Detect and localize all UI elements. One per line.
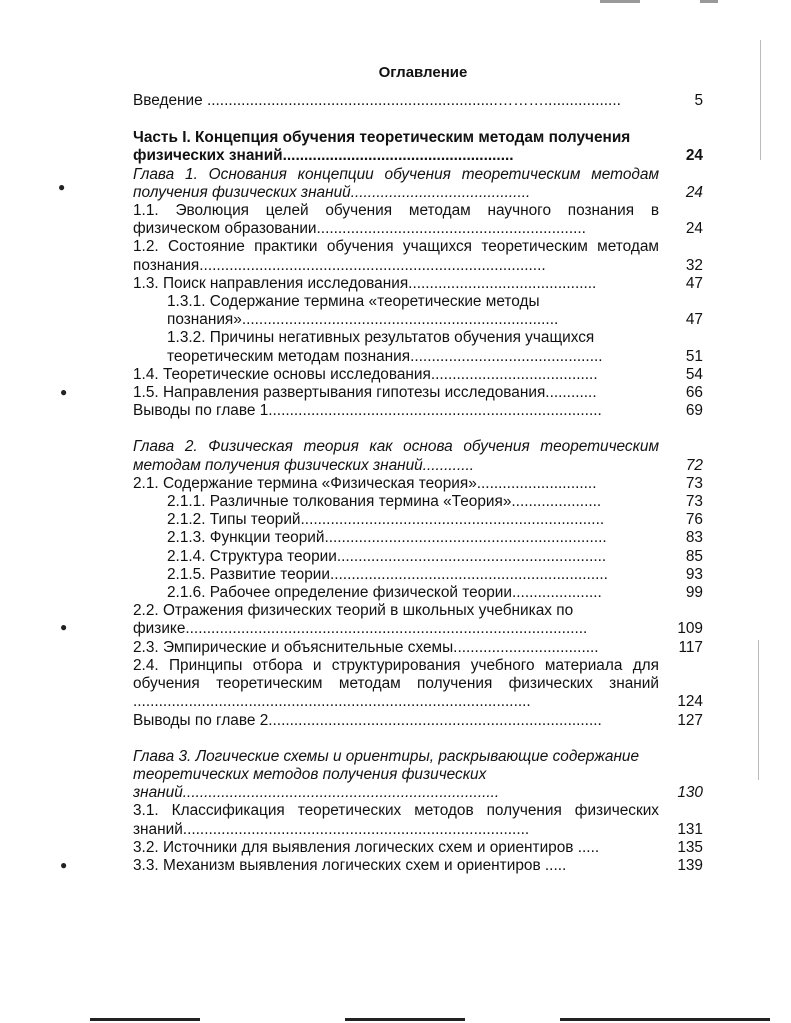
toc-entry-2-3[interactable]	[133, 639, 703, 657]
toc-entry-text: 1.4. Теоретические основы исследования.......................................	[133, 365, 598, 383]
toc-entry-page: 47	[685, 311, 703, 329]
toc-entry-text: 1.5. Направления развертывания гипотезы исследования............	[133, 384, 597, 402]
toc-entry-page: 66	[685, 384, 703, 402]
toc-entry-2-1-4[interactable]	[133, 548, 703, 566]
toc-entry-page: 69	[685, 402, 703, 420]
toc-entry-text: 2.1.2. Типы теорий.......................................................................	[167, 511, 605, 529]
toc-entry-text: 2.1. Содержание термина «Физическая теория»............................	[133, 474, 597, 492]
toc-entry-text: Глава 1. Основания концепции обучения теоретическим методам получения физических знаний..........................................	[133, 165, 659, 201]
toc-entry-page: 130	[677, 784, 703, 802]
toc-entry-page: 24	[685, 183, 703, 201]
toc-entry-page: 54	[685, 365, 703, 383]
toc-entry-page: 24	[685, 147, 703, 165]
toc-entry-text: 2.1.5. Развитие теории.................................................................	[167, 565, 608, 583]
toc-entry-text: Введение ....................................................................………..................	[133, 92, 621, 109]
toc-entry-text: Выводы по главе 2..............................................................................	[133, 711, 602, 729]
toc-entry-text: 2.3. Эмпирические и объяснительные схемы..................................	[133, 638, 599, 656]
binding-hole-mark: ●	[60, 858, 68, 872]
toc-entry-2-1-3[interactable]	[133, 529, 703, 547]
toc-entry-text: 2.1.3. Функции теорий..................................................................	[167, 529, 607, 547]
toc-entry-text: Глава 2. Физическая теория как основа обучения теоретическим методам получения физических знаний............	[133, 438, 659, 474]
toc-entry-page: 135	[677, 838, 703, 856]
toc-entry-text: Выводы по главе 1..............................................................................	[133, 402, 602, 420]
table-of-contents	[133, 92, 703, 875]
toc-entry-page: 73	[685, 493, 703, 511]
toc-entry-1-3-2[interactable]	[133, 329, 703, 365]
toc-entry-1-3[interactable]	[133, 275, 703, 293]
toc-entry-chapter-3[interactable]	[133, 748, 703, 803]
toc-entry-3-1[interactable]	[133, 802, 703, 838]
toc-entry-page: 131	[677, 820, 703, 838]
toc-entry-part-1[interactable]	[133, 129, 703, 165]
scan-edge-right	[760, 40, 761, 160]
toc-entry-page: 93	[685, 565, 703, 583]
scan-artifact-top	[600, 0, 640, 3]
binding-hole-mark: ●	[60, 385, 68, 399]
scan-artifact-bottom	[560, 1018, 770, 1021]
toc-entry-text: 2.1.1. Различные толкования термина «Теория».....................	[167, 493, 602, 511]
toc-entry-3-3[interactable]	[133, 857, 703, 875]
scan-edge-right-lower	[758, 640, 759, 780]
toc-entry-2-1-2[interactable]	[133, 511, 703, 529]
toc-heading: Оглавление	[378, 64, 468, 81]
binding-hole-mark: ●	[60, 620, 68, 634]
toc-entry-page: 73	[685, 474, 703, 492]
scan-artifact-top-right	[700, 0, 718, 3]
toc-entry-1-1[interactable]	[133, 202, 703, 238]
toc-entry-page: 85	[685, 547, 703, 565]
toc-entry-page: 127	[677, 711, 703, 729]
toc-entry-2-1-5[interactable]	[133, 566, 703, 584]
toc-entry-conclusions-1[interactable]	[133, 402, 703, 420]
toc-entry-page: 109	[677, 620, 703, 638]
toc-entry-conclusions-2[interactable]	[133, 712, 703, 730]
toc-entry-text: 2.1.6. Рабочее определение физической теории.....................	[167, 584, 602, 602]
toc-entry-text: 1.2. Состояние практики обучения учащихся теоретическим методам познания.................................................................................	[133, 238, 659, 274]
toc-entry-page: 5	[694, 92, 703, 109]
toc-entry-page: 76	[685, 511, 703, 529]
toc-entry-page: 51	[685, 347, 703, 365]
toc-entry-page: 117	[678, 638, 703, 656]
toc-entry-text: Глава 3. Логические схемы и ориентиры, раскрывающие содержание теоретических методов получения физических знаний..........................................................................	[133, 747, 640, 802]
scan-artifact-bottom	[345, 1018, 465, 1021]
toc-entry-chapter-2[interactable]	[133, 438, 703, 474]
toc-entry-page: 139	[677, 856, 703, 874]
toc-entry-text: 2.1.4. Структура теории...............................................................	[167, 547, 607, 565]
toc-entry-page: 124	[677, 693, 703, 711]
toc-entry-page: 99	[685, 584, 703, 602]
scan-artifact-bottom	[90, 1018, 200, 1021]
toc-entry-text: 1.1. Эволюция целей обучения методам научного познания в физическом образовании...............................................................	[133, 202, 659, 238]
toc-entry-text: 3.2. Источники для выявления логических схем и ориентиров .....	[133, 838, 600, 856]
toc-entry-text: 1.3.2. Причины негативных результатов обучения учащихся теоретическим методам познания.............................................	[167, 329, 603, 365]
toc-entry-text: 2.4. Принципы отбора и структурирования учебного материала для обучения теоретическим методам получения физических знаний .............................................................................................	[133, 656, 659, 711]
toc-entry-1-5[interactable]	[133, 384, 703, 402]
toc-entry-2-4[interactable]	[133, 657, 703, 712]
toc-entry-text: 3.1. Классификация теоретических методов получения физических знаний.................................................................................	[133, 802, 659, 838]
toc-entry-page: 83	[685, 529, 703, 547]
toc-entry-3-2[interactable]	[133, 839, 703, 857]
toc-entry-text: 3.3. Механизм выявления логических схем и ориентиров .....	[133, 856, 567, 874]
binding-hole-mark: ●	[58, 180, 66, 194]
toc-entry-page: 47	[685, 274, 703, 292]
toc-entry-2-1[interactable]	[133, 475, 703, 493]
toc-entry-1-4[interactable]	[133, 366, 703, 384]
toc-entry-text: 1.3.1. Содержание термина «теоретические методы познания»..........................................................................	[167, 293, 559, 329]
toc-entry-page: 72	[685, 456, 703, 474]
toc-entry-page: 32	[685, 256, 703, 274]
toc-entry-2-1-6[interactable]	[133, 584, 703, 602]
toc-entry-1-2[interactable]	[133, 238, 703, 274]
toc-entry-1-3-1[interactable]	[133, 293, 703, 329]
toc-entry-introduction[interactable]	[133, 92, 703, 110]
toc-entry-page: 24	[685, 220, 703, 238]
toc-entry-text: 1.3. Поиск направления исследования............................................	[133, 274, 597, 292]
toc-entry-2-2[interactable]	[133, 602, 703, 638]
toc-entry-2-1-1[interactable]	[133, 493, 703, 511]
toc-entry-text: Часть I. Концепция обучения теоретическим методам получения физических знаний......................................................	[133, 129, 631, 165]
toc-entry-text: 2.2. Отражения физических теорий в школьных учебниках по физике..............................................................................................	[133, 602, 588, 638]
toc-entry-chapter-1[interactable]	[133, 166, 703, 202]
